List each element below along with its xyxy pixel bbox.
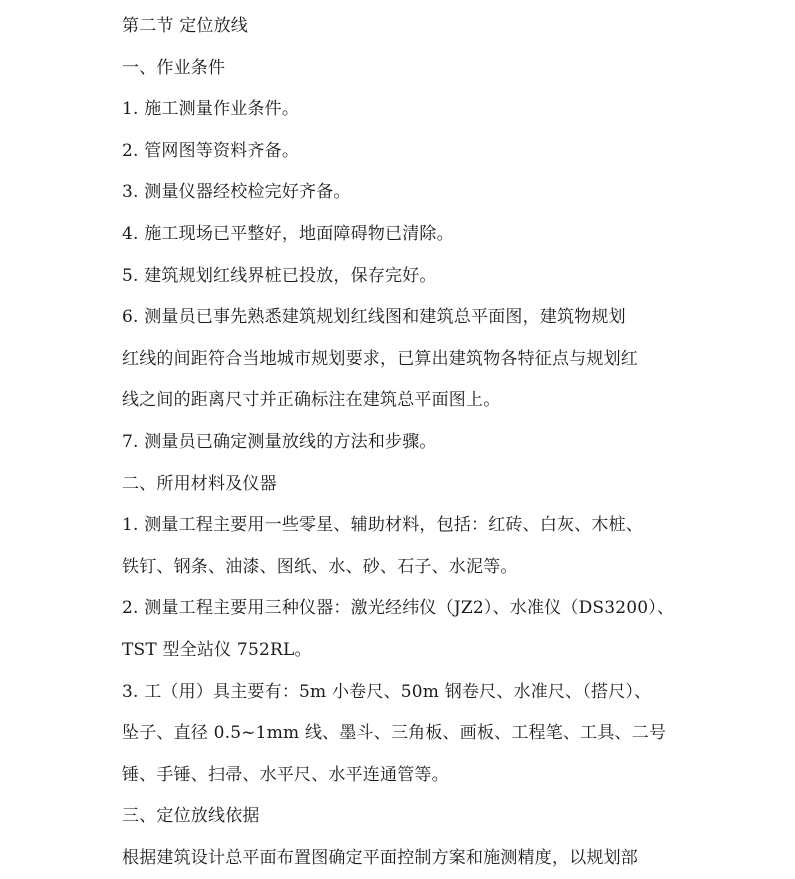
part2-heading: 二、所用材料及仪器 [122, 473, 277, 494]
part2-item-3-line-1: 3. 工（用）具主要有：5m 小卷尺、50m 钢卷尺、水准尺、（搭尺）、 [122, 681, 652, 702]
document-page [122, 0, 682, 879]
part2-item-2-line-2: TST 型全站仪 752RL。 [122, 639, 312, 660]
part3-heading: 三、定位放线依据 [122, 806, 260, 827]
part1-item-1: 1. 施工测量作业条件。 [122, 99, 300, 120]
part1-item-6-line-3: 线之间的距离尺寸并正确标注在建筑总平面图上。 [122, 390, 501, 411]
section-title: 第二节 定位放线 [122, 16, 249, 36]
part1-item-3: 3. 测量仪器经校检完好齐备。 [122, 182, 351, 203]
part2-item-3-line-2: 坠子、直径 0.5~1mm 线、墨斗、三角板、画板、工程笔、工具、二号 [122, 723, 667, 744]
part1-item-2: 2. 管网图等资料齐备。 [122, 140, 300, 161]
part2-item-3-line-3: 锤、手锤、扫帚、水平尺、水平连通管等。 [122, 764, 449, 785]
part2-item-2-line-1: 2. 测量工程主要用三种仪器：激光经纬仪（JZ2）、水准仪（DS3200）、 [122, 598, 675, 619]
part1-item-5: 5. 建筑规划红线界桩已投放，保存完好。 [122, 265, 437, 286]
part1-heading: 一、作业条件 [122, 57, 226, 78]
part2-item-1-line-2: 铁钉、钢条、油漆、图纸、水、砂、石子、水泥等。 [122, 556, 518, 577]
part1-item-6-line-1: 6. 测量员已事先熟悉建筑规划红线图和建筑总平面图，建筑物规划 [122, 307, 626, 328]
part1-item-6-line-2: 红线的间距符合当地城市规划要求，已算出建筑物各特征点与规划红 [122, 348, 638, 369]
part2-item-1-line-1: 1. 测量工程主要用一些零星、辅助材料，包括：红砖、白灰、木桩、 [122, 515, 644, 536]
part3-paragraph-line-1: 根据建筑设计总平面布置图确定平面控制方案和施测精度，以规划部 [122, 847, 638, 868]
part1-item-4: 4. 施工现场已平整好，地面障碍物已清除。 [122, 223, 454, 244]
part1-item-7: 7. 测量员已确定测量放线的方法和步骤。 [122, 431, 437, 452]
